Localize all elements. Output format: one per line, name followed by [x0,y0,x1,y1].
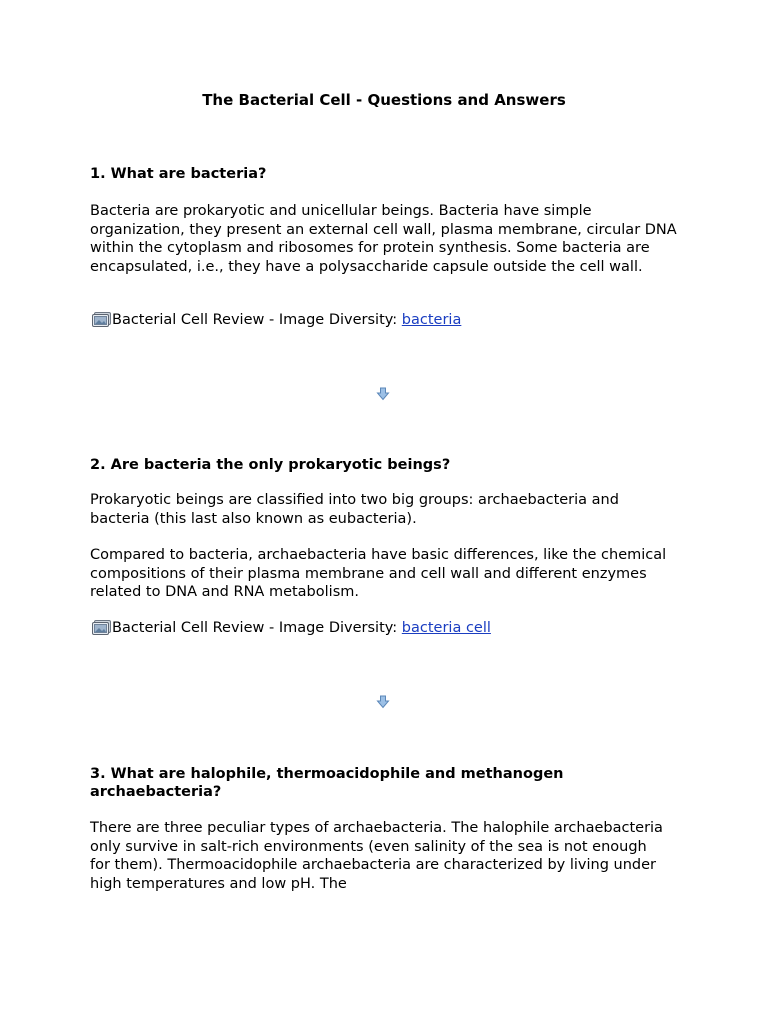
review-link-bacteria-cell[interactable]: bacteria cell [401,620,491,636]
review-line [90,311,690,329]
review-line [90,619,690,637]
answer-paragraph: Bacteria are prokaryotic and unicellular beings. Bacteria have simple organization, they present an external cell wall, plasma membrane, circular DNA within the cytoplasm and ribosomes for protein synthesis. Some bacteria are encapsulated, i.e., they have a polysaccharide capsule outside the cell wall. [90,203,677,275]
down-arrow-icon[interactable] [376,695,390,709]
question-heading: 1. What are bacteria? [90,166,267,182]
review-label: Bacterial Cell Review - Image Diversity: [112,312,402,328]
answer-paragraph: There are three peculiar types of archaebacteria. The halophile archaebacteria only survive in salt-rich environments (even salinity of the sea is not enough for them). Thermoacidophile archaebacteria are characterized by living under high temperatures and low pH. The [90,820,663,892]
question-heading: 3. What are halophile, thermoacidophile and methanogen archaebacteria? [90,766,564,800]
page-title: The Bacterial Cell - Questions and Answers [202,91,566,109]
question-heading: 2. Are bacteria the only prokaryotic beings? [90,457,451,473]
review-label: Bacterial Cell Review - Image Diversity: [112,620,402,636]
image-gallery-icon [92,619,112,635]
answer-paragraph: Prokaryotic beings are classified into two big groups: archaebacteria and bacteria (this last also known as eubacteria). [90,492,619,527]
image-gallery-icon [92,311,112,327]
down-arrow-icon[interactable] [376,387,390,401]
answer-paragraph: Compared to bacteria, archaebacteria have basic differences, like the chemical compositions of their plasma membrane and cell wall and different enzymes related to DNA and RNA metabolism. [90,547,667,600]
review-link-bacteria[interactable]: bacteria [401,312,462,328]
